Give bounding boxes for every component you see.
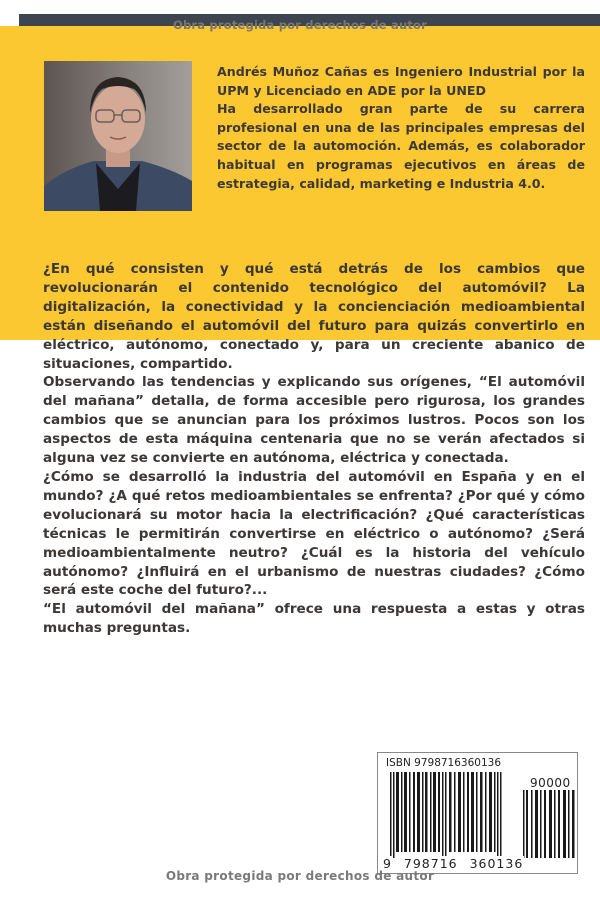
blurb-paragraph: ¿En qué consisten y qué está detrás de los cambios que revolucionarán el contenido tecnológico del automóvil? La digitalización, la conectividad y la concienciación medioambiental están diseñando el automóvil del futuro para quizás convertirlo en eléctrico, autónomo, conectado y, para un creciente abanico de situaciones, compartido. (43, 261, 585, 372)
barcode-digit-first: 9 (383, 856, 392, 871)
watermark-top: Obra protegida por derechos de autor (172, 18, 428, 32)
author-bio (217, 63, 585, 193)
blurb-paragraph: ¿Cómo se desarrolló la industria del automóvil en España y en el mundo? ¿A qué retos medioambientales se enfrenta? ¿Por qué y cómo evolucionará su motor hacia la electrificación? ¿Qué características técnicas le permitirán convertirse en eléctrico o autónomo? ¿Será medioambientalmente neutro? ¿Cuál es la historia del vehículo autónomo? ¿Influirá en el urbanismo de nuestras ciudades? ¿Cómo será este coche del futuro?... (43, 468, 585, 599)
blurb-paragraph: Observando las tendencias y explicando sus orígenes, “El automóvil del mañana” detalla, de forma accesible pero rigurosa, los grandes cambios que se anuncian para los próximos lustros. Pocos son los aspectos de esta máquina centenaria que no se verán afectados si alguna vez se convierte en autónoma, eléctrica y conectada. (43, 374, 585, 467)
bio-line-career: Ha desarrollado gran parte de su carrera profesional en una de las principales empresas del sector de la automoción. Además, es colaborador habitual en programas ejecutivos en áreas de estrategia, calidad, marketing e Industria 4.0. (217, 101, 585, 191)
addon-code: 90000 (530, 776, 571, 790)
isbn-barcode (377, 752, 578, 874)
bio-line-credentials: Andrés Muñoz Cañas es Ingeniero Industrial por la UPM y Licenciado en ADE por la UNED (217, 64, 585, 98)
addon-bars-icon (523, 790, 578, 858)
barcode-digit-group-1: 798716 (403, 856, 458, 871)
barcode-bars-icon (390, 772, 502, 858)
author-photo (44, 61, 192, 211)
author-portrait-icon (44, 61, 192, 211)
watermark-bottom: Obra protegida por derechos de autor (165, 869, 435, 883)
isbn-label: ISBN 9798716360136 (386, 757, 502, 769)
barcode-digit-group-2: 360136 (469, 856, 524, 871)
book-blurb (43, 260, 585, 638)
blurb-paragraph: “El automóvil del mañana” ofrece una respuesta a estas y otras muchas preguntas. (43, 601, 585, 637)
